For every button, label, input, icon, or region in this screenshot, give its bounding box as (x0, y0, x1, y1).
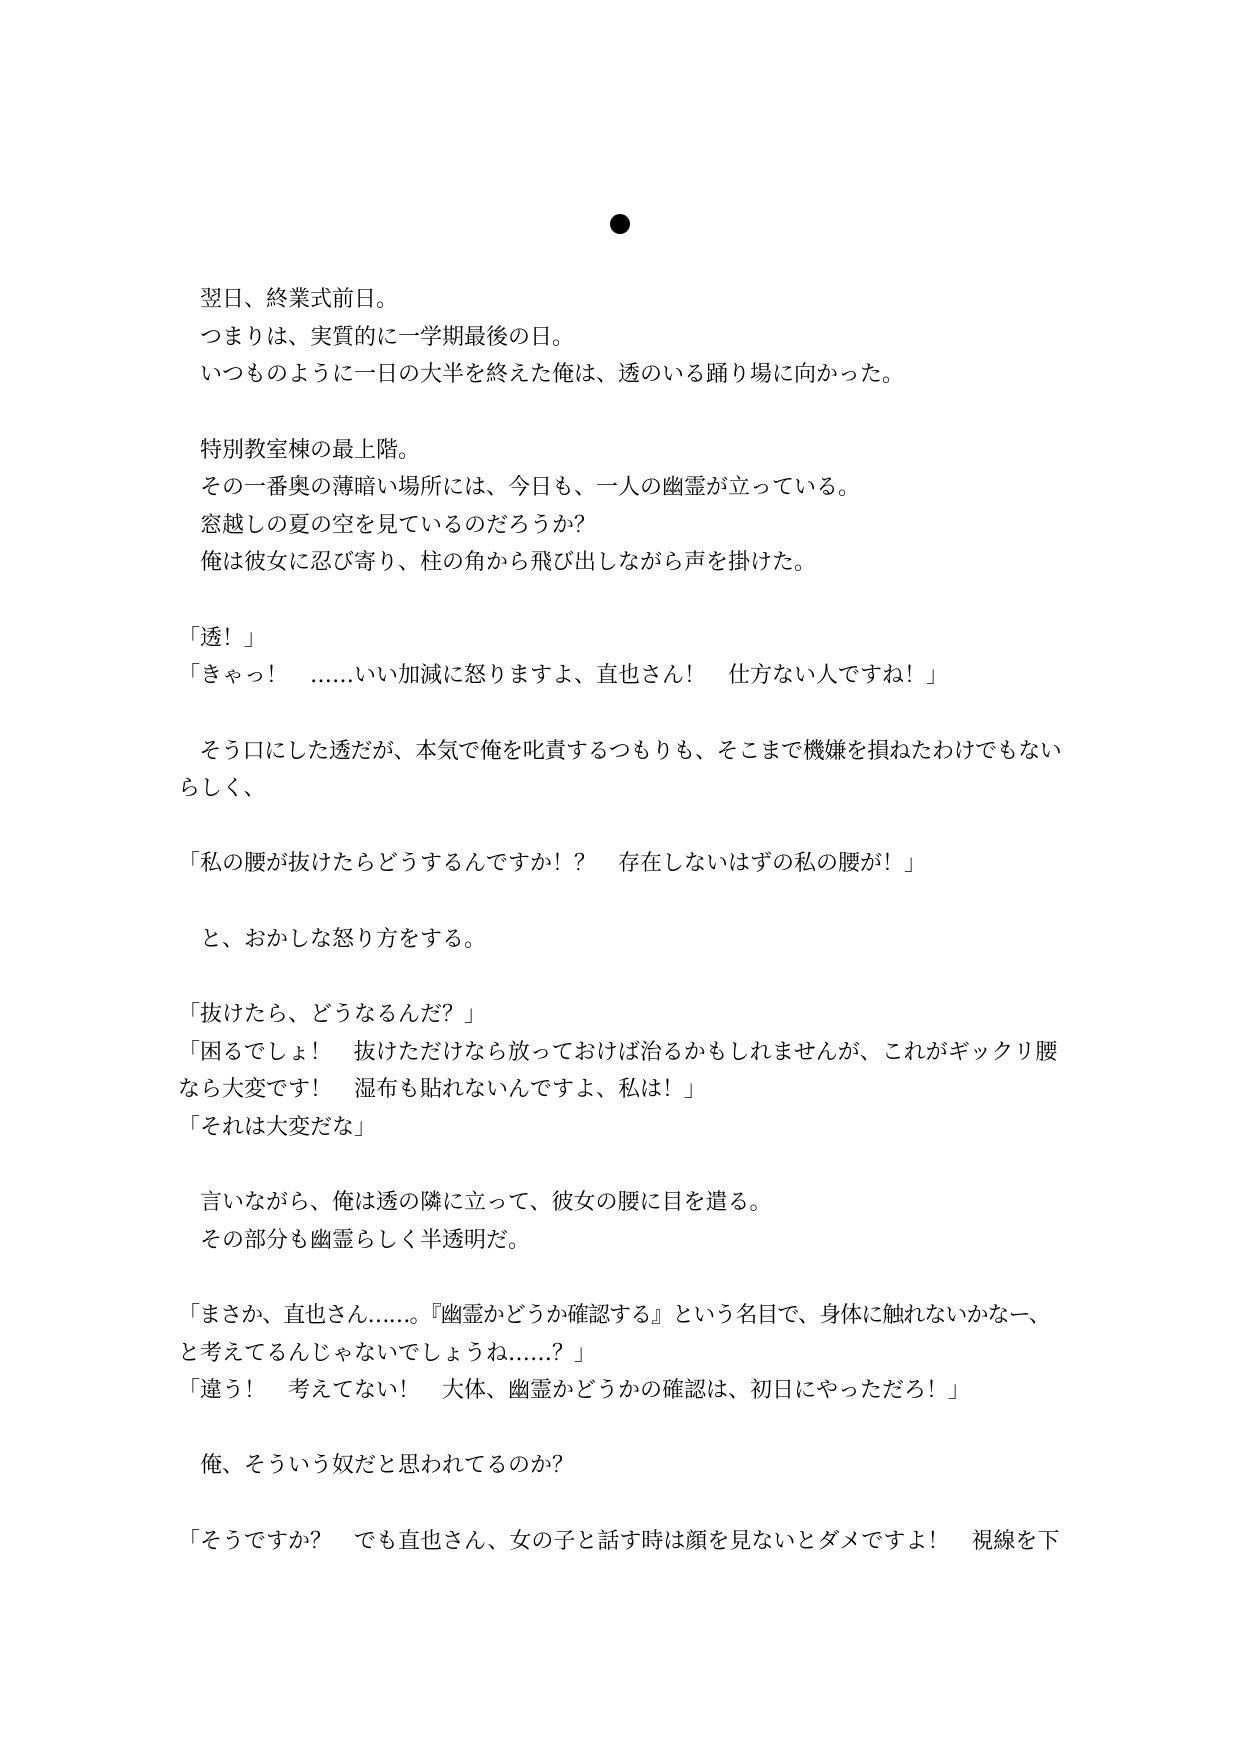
text-line: その部分も幽霊らしく半透明だ。 (178, 1227, 531, 1253)
blank-line (178, 1410, 1062, 1448)
blank-line (178, 394, 1062, 432)
dialogue-line: 「まさか、直也さん……。『幽霊かどうか確認する』という名目で、身体に触れないかなー、 (178, 1302, 1050, 1328)
dialogue-line: 「きゃっ！ ……いい加減に怒りますよ、直也さん！ 仕方ない人ですね！」 (178, 663, 949, 689)
text-line: 特別教室棟の最上階。 (178, 437, 421, 463)
text-line: つまりは、実質的に一学期最後の日。 (178, 324, 575, 350)
text-line: 窓越しの夏の空を見ているのだろうか？ (178, 512, 597, 538)
text-line: いつものように一日の大半を終えた俺は、透のいる踊り場に向かった。 (178, 362, 905, 388)
blank-line (178, 1259, 1062, 1297)
text-line: 翌日、終業式前日。 (178, 287, 399, 312)
dialogue-line: 「それは大変だな」 (178, 1114, 377, 1140)
blank-line (178, 883, 1062, 921)
dialogue-line: と考えてるんじゃないでしょうね……？」 (178, 1340, 597, 1366)
dialogue-line: 「違う！ 考えてない！ 大体、幽霊かどうかの確認は、初日にやっただろ！」 (178, 1378, 971, 1404)
blank-line (178, 808, 1062, 846)
blank-line (178, 582, 1062, 620)
body-text (178, 281, 1062, 1560)
blank-line (178, 695, 1062, 733)
dialogue-line: 「困るでしょ！ 抜けただけなら放っておけば治るかもしれませんが、これがギックリ腰 (178, 1039, 1058, 1065)
text-line: そう口にした透だが、本気で俺を叱責するつもりも、そこまで機嫌を損ねたわけでもない (178, 738, 1062, 764)
dialogue-line: 「抜けたら、どうなるんだ？」 (178, 1001, 487, 1027)
text-line: その一番奥の薄暗い場所には、今日も、一人の幽霊が立っている。 (178, 475, 861, 501)
blank-line (178, 958, 1062, 996)
dialogue-line: 「私の腰が抜けたらどうするんですか！？ 存在しないはずの私の腰が！」 (178, 851, 927, 877)
blank-line (178, 1146, 1062, 1184)
text-line: 俺は彼女に忍び寄り、柱の角から飛び出しながら声を掛けた。 (178, 550, 817, 576)
text-line: 俺、そういう奴だと思われてるのか？ (178, 1453, 575, 1479)
text-line: と、おかしな怒り方をする。 (178, 926, 487, 952)
text-line: らしく、 (178, 776, 266, 802)
text-line: 言いながら、俺は透の隣に立って、彼女の腰に目を遣る。 (178, 1190, 772, 1215)
dialogue-line: なら大変です！ 湿布も貼れないんですよ、私は！」 (178, 1077, 707, 1103)
blank-line (178, 1485, 1062, 1523)
section-break-dot-icon (610, 214, 630, 234)
dialogue-line: 「そうですか？ でも直也さん、女の子と話す時は顔を見ないとダメですよ！ 視線を下 (178, 1528, 1060, 1554)
dialogue-line: 「透！」 (178, 625, 267, 651)
